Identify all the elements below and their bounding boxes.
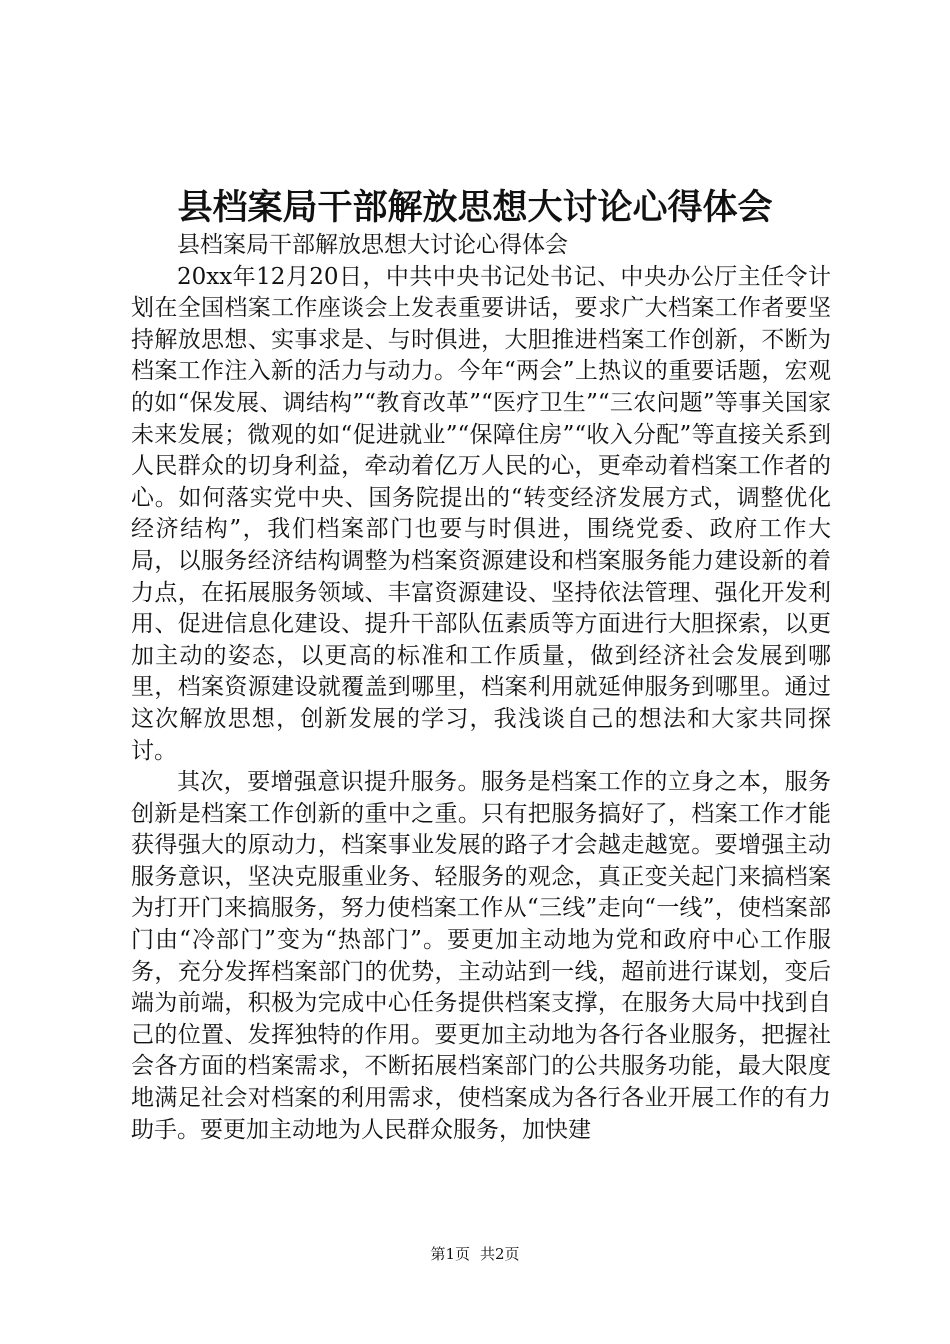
page-footer <box>0 1243 950 1265</box>
document-body <box>131 230 831 1146</box>
page-number-total: 共2页 <box>480 1245 520 1263</box>
page-number-current: 第1页 <box>430 1245 470 1263</box>
document-subtitle-paragraph: 县档案局干部解放思想大讨论心得体会 <box>177 232 568 258</box>
document-title: 县档案局干部解放思想大讨论心得体会 <box>177 187 773 228</box>
intro-paragraph: 20xx年12月20日，中共中央书记处书记、中央办公厅主任令计划在全国档案工作座谈会上发表重要讲话，要求广大档案工作者要坚持解放思想、实事求是、与时俱进，大胆推进档案工作创新，不断为档案工作注入新的活力与动力。今年“两会”上热议的重要话题，宏观的如“保发展、调结构”“教育改革”“医疗卫生”“三农问题”等事关国家未来发展；微观的如“促进就业”“保障住房”“收入分配”等直接关系到人民群众的切身利益，牵动着亿万人民的心，更牵动着档案工作者的心。如何落实党中央、国务院提出的“转变经济发展方式，调整优化经济结构”，我们档案部门也要与时俱进，围绕党委、政府工作大局，以服务经济结构调整为档案资源建设和档案服务能力建设新的着力点，在拓展服务领域、丰富资源建设、坚持依法管理、强化开发利用、促进信息化建设、提升干部队伍素质等方面进行大胆探索，以更加主动的姿态，以更高的标准和工作质量，做到经济社会发展到哪里，档案资源建设就覆盖到哪里，档案利用就延伸服务到哪里。通过这次解放思想，创新发展的学习，我浅谈自己的想法和大家共同探讨。 <box>131 263 831 764</box>
service-paragraph: 其次，要增强意识提升服务。服务是档案工作的立身之本，服务创新是档案工作创新的重中之重。只有把服务搞好了，档案工作才能获得强大的原动力，档案事业发展的路子才会越走越宽。要增强主动服务意识，坚决克服重业务、轻服务的观念，真正变关起门来搞档案为打开门来搞服务，努力使档案工作从“三线”走向“一线”，使档案部门由“冷部门”变为“热部门”。要更加主动地为党和政府中心工作服务，充分发挥档案部门的优势，主动站到一线，超前进行谋划，变后端为前端，积极为完成中心任务提供档案支撑，在服务大局中找到自己的位置、发挥独特的作用。要更加主动地为各行各业服务，把握社会各方面的档案需求，不断拓展档案部门的公共服务功能，最大限度地满足社会对档案的利用需求，使档案成为各行各业开展工作的有力助手。要更加主动地为人民群众服务，加快建 <box>131 769 831 1143</box>
